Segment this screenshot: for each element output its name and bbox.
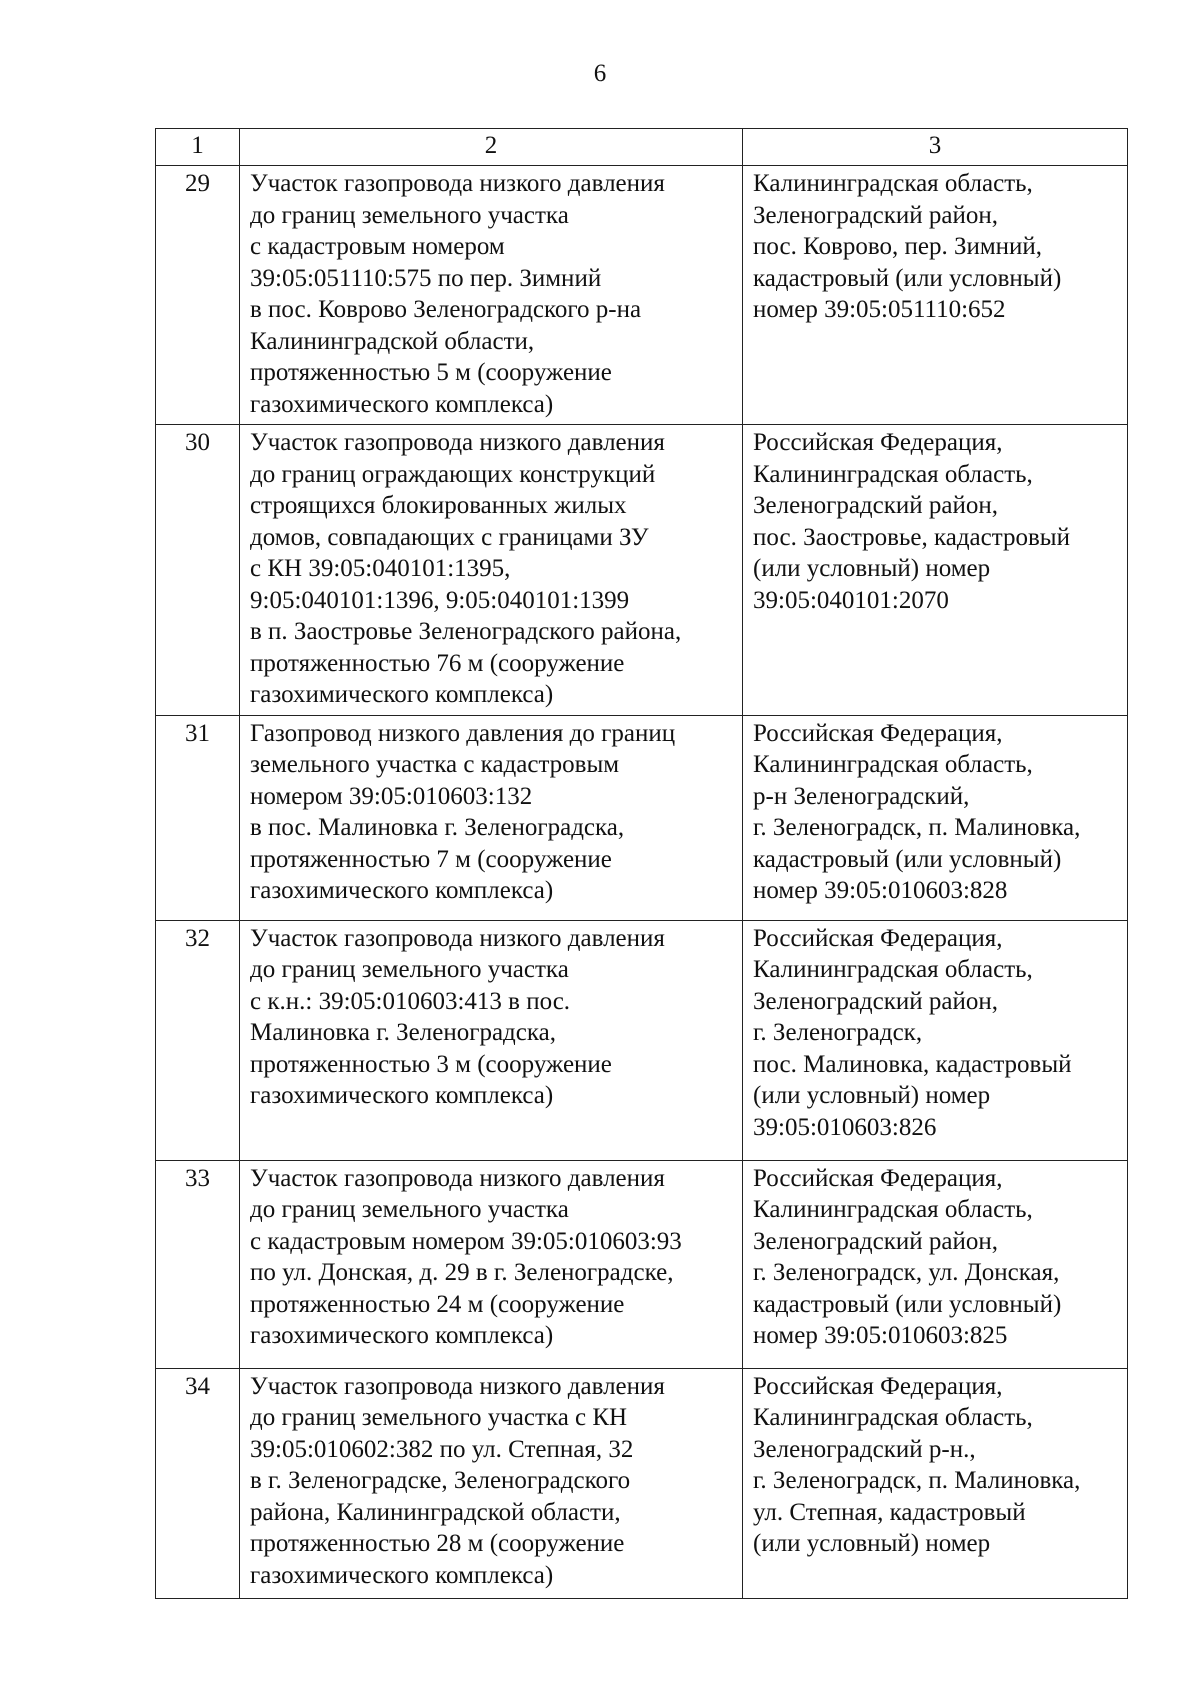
row-number: 33 — [156, 1160, 240, 1368]
object-address — [743, 1160, 1128, 1368]
object-address-text: Российская Федерация, Калининградская область, Зеленоградский р-н., г. Зеленоградск, п. Малиновка, ул. Степная, кадастровый (или условный) номер — [753, 1372, 1081, 1557]
table-header-row — [156, 129, 1128, 166]
row-number: 30 — [156, 425, 240, 716]
object-address — [743, 425, 1128, 716]
object-address-text: Российская Федерация, Калининградская область, р-н Зеленоградский, г. Зеленоградск, п. Малиновка, кадастровый (или условный) номер 39:05:010603:828 — [753, 719, 1081, 904]
object-description — [240, 166, 743, 425]
object-description — [240, 425, 743, 716]
object-address — [743, 1368, 1128, 1598]
row-number: 32 — [156, 920, 240, 1160]
object-description-text: Участок газопровода низкого давления до границ земельного участка с КН 39:05:010602:382 по ул. Степная, 32 в г. Зеленоградске, Зеленоградского района, Калининградской области, протяженностью 28 м (сооружение газохимического комплекса) — [250, 1372, 665, 1589]
table-row — [156, 1368, 1128, 1598]
row-number: 31 — [156, 715, 240, 920]
table-row — [156, 166, 1128, 425]
object-address-text: Российская Федерация, Калининградская область, Зеленоградский район, г. Зеленоградск, ул. Донская, кадастровый (или условный) номер 39:05:010603:825 — [753, 1164, 1062, 1349]
column-header-3: 3 — [743, 129, 1128, 166]
object-description-text: Газопровод низкого давления до границ земельного участка с кадастровым номером 39:05:010603:132 в пос. Малиновка г. Зеленоградска, протяженностью 7 м (сооружение газохимического комплекса) — [250, 719, 676, 904]
table-row — [156, 1160, 1128, 1368]
object-description — [240, 1160, 743, 1368]
object-address-text: Калининградская область, Зеленоградский район, пос. Коврово, пер. Зимний, кадастровый (или условный) номер 39:05:051110:652 — [753, 170, 1062, 323]
column-header-1: 1 — [156, 129, 240, 166]
object-description — [240, 920, 743, 1160]
object-description-text: Участок газопровода низкого давления до границ земельного участка с кадастровым номером 39:05:051110:575 по пер. Зимний в пос. Коврово Зеленоградского р-на Калининградской области, протяженностью 5 м (сооружение газохимического комплекса) — [250, 170, 665, 418]
object-description-text: Участок газопровода низкого давления до границ земельного участка с к.н.: 39:05:010603:413 в пос. Малиновка г. Зеленоградска, протяженностью 3 м (сооружение газохимического комплекса) — [250, 924, 665, 1109]
object-description — [240, 1368, 743, 1598]
object-description — [240, 715, 743, 920]
row-number: 34 — [156, 1368, 240, 1598]
object-address — [743, 920, 1128, 1160]
table-row — [156, 715, 1128, 920]
object-description-text: Участок газопровода низкого давления до границ земельного участка с кадастровым номером 39:05:010603:93 по ул. Донская, д. 29 в г. Зеленоградске, протяженностью 24 м (сооружение газохимического комплекса) — [250, 1164, 682, 1349]
page-number: 6 — [593, 60, 607, 87]
column-header-2: 2 — [240, 129, 743, 166]
object-description-text: Участок газопровода низкого давления до границ ограждающих конструкций строящихся блокированных жилых домов, совпадающих с границами ЗУ с КН 39:05:040101:1395, 9:05:040101:1396, 9:05:040101:1399 в п. Заостровье Зеленоградского района, протяженностью 76 м (сооружение газохимического комплекса) — [250, 429, 682, 708]
objects-table — [155, 128, 1128, 1599]
object-address-text: Российская Федерация, Калининградская область, Зеленоградский район, г. Зеленоградск, пос. Малиновка, кадастровый (или условный) номер 39:05:010603:826 — [753, 924, 1072, 1141]
object-address-text: Российская Федерация, Калининградская область, Зеленоградский район, пос. Заостровье, кадастровый (или условный) номер 39:05:040101:2070 — [753, 429, 1070, 614]
object-address — [743, 166, 1128, 425]
object-address — [743, 715, 1128, 920]
table-row — [156, 920, 1128, 1160]
row-number: 29 — [156, 166, 240, 425]
table-row — [156, 425, 1128, 716]
